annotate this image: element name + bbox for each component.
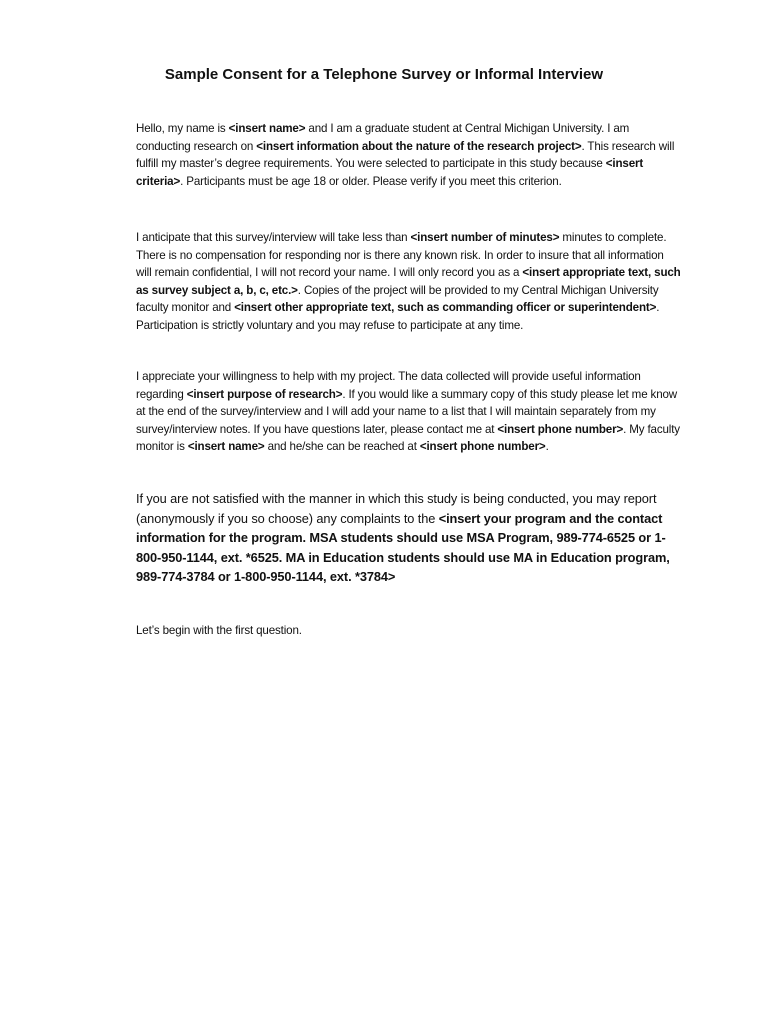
paragraph-closing: Let’s begin with the first question.: [136, 624, 302, 637]
text-segment: If you are not satisfied with the manner in which this study is being conducted, you may report (anonymously if you so choose) any complaints to the: [136, 491, 657, 526]
paragraph-complaints: [136, 489, 681, 587]
text-segment: I anticipate that this survey/interview will take less than: [136, 231, 411, 244]
placeholder-phone: <insert phone number>: [497, 422, 624, 436]
text-segment: I appreciate your willingness to help with my project. The data collected will provide useful information regarding: [136, 370, 641, 401]
placeholder-research-info: <insert information about the nature of the research project>: [256, 139, 582, 153]
text-segment: minutes to complete. There is no compensation for responding nor is there any known risk. In order to insure that all information will remain confidential, I will not record your name. I will only record you as a: [136, 231, 667, 280]
text-segment: and I am a graduate student at Central Michigan University. I am conducting research on: [136, 122, 630, 153]
placeholder-program-contact: <insert your program and the contact information for the program. MSA students should use MSA Program, 989-774-6525 or 1-800-950-1144, ext. *6525. MA in Education students should use MA in Education program, 989-774-3784 or 1-800-950-1144, ext. *3784>: [136, 510, 670, 585]
text-segment: Hello, my name is: [136, 122, 229, 135]
text-segment: . This research will fulfill my master’s degree requirements. You were selected to participate in this study because: [136, 139, 675, 171]
text-segment: .: [545, 440, 549, 454]
placeholder-minutes: <insert number of minutes>: [410, 231, 560, 244]
text-segment: . Copies of the project will be provided to my Central Michigan University faculty monitor and: [136, 283, 659, 315]
text-segment: . Participants must be age 18 or older. Please verify if you meet this criterion.: [180, 174, 562, 188]
text-segment: . My faculty monitor is: [136, 422, 680, 454]
placeholder-criteria: <insert criteria>: [136, 157, 644, 188]
document-title: Sample Consent for a Telephone Survey or Informal Interview: [164, 66, 604, 83]
placeholder-purpose: <insert purpose of research>: [186, 387, 343, 401]
text-segment: . If you would like a summary copy of this study please let me know at the end of the survey/interview and I will add your name to a list that I will maintain separately from my survey/interview notes. If you have questions later, please contact me at: [136, 387, 678, 436]
text-segment: . Participation is strictly voluntary and you may refuse to participate at any time.: [136, 301, 660, 332]
paragraph-introduction: [136, 120, 681, 190]
paragraph-appreciation: [136, 368, 681, 456]
paragraph-confidentiality: [136, 229, 681, 335]
placeholder-monitor-name: <insert name>: [187, 440, 265, 454]
placeholder-name: <insert name>: [228, 122, 306, 135]
text-segment: and he/she can be reached at: [264, 440, 420, 454]
placeholder-other-recipient: <insert other appropriate text, such as commanding officer or superintendent>: [234, 301, 657, 315]
placeholder-subject-label: <insert appropriate text, such as survey subject a, b, c, etc.>: [136, 266, 681, 297]
placeholder-monitor-phone: <insert phone number>: [419, 440, 546, 454]
